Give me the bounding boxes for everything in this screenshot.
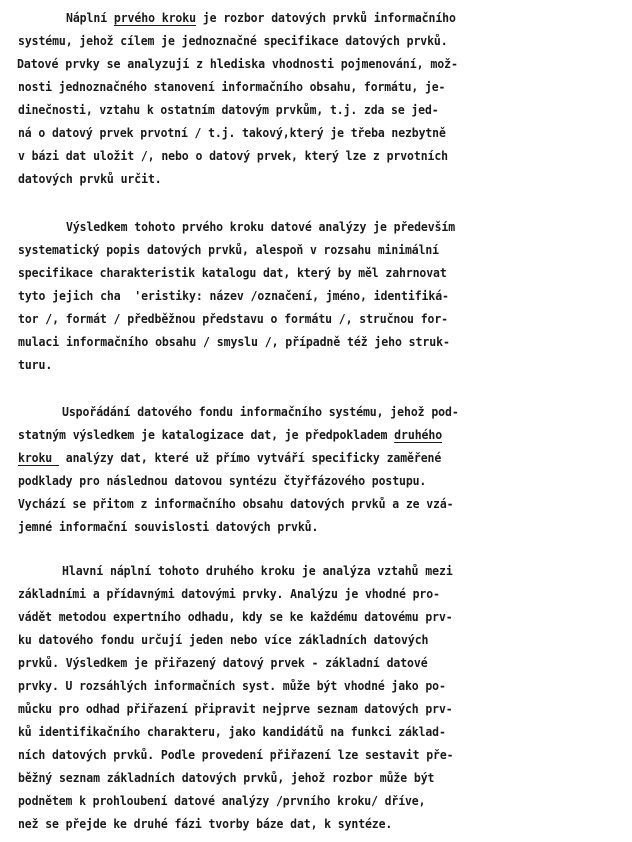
- text-line: dinečnosti, vztahu k ostatním datovým prvkům, t.j. zda se jed-: [18, 103, 439, 117]
- text-line: mulaci informačního obsahu / smyslu /, případně též jeho struk-: [18, 335, 450, 349]
- text-line: tyto jejich cha 'eristiky: název /označení, jméno, identifiká-: [18, 289, 449, 303]
- text-line: základními a přídavnými datovými prvky. Analýzu je vhodné pro-: [18, 587, 440, 601]
- text-line: systému, jehož cílem je jednoznačné specifikace datových prvků.: [18, 34, 448, 48]
- text-line: běžný seznam základních datových prvků, jehož rozbor může být: [18, 771, 435, 785]
- text-line: Náplní prvého kroku je rozbor datových prvků informačního: [66, 11, 456, 25]
- text-line: Datové prvky se analyzují z hlediska vhodnosti pojmenování, mož-: [17, 57, 458, 71]
- text-line: turu.: [18, 358, 53, 372]
- text-line: v bázi dat uložit /, nebo o datový prvek, který lze z prvotních: [18, 149, 449, 163]
- text-line: Vychází se přitom z informačního obsahu datových prvků a ze vzá-: [18, 497, 454, 511]
- text-line: ku datového fondu určují jeden nebo více základních datových: [18, 633, 429, 647]
- text-line: Výsledkem tohoto prvého kroku datové analýzy je především: [66, 220, 456, 234]
- underlined-term-step: kroku: [18, 451, 59, 465]
- underlined-term-first-step: prvého kroku: [113, 11, 196, 25]
- text-line: Hlavní náplní tohoto druhého kroku je analýza vztahů mezi: [62, 564, 453, 578]
- text-line: jemné informační souvislosti datových prvků.: [18, 520, 319, 534]
- text-line: specifikace charakteristik katalogu dat, který by měl zahrnovat: [18, 266, 447, 280]
- text-line: můcku pro odhad přiřazení připravit nejprve seznam datových prv-: [18, 702, 453, 716]
- text-line: podnětem k prohloubení datové analýzy /prvního kroku/ dříve,: [18, 794, 426, 808]
- text-line: vádět metodou expertního odhadu, kdy se ke každému datovému prv-: [18, 610, 453, 624]
- text-line: podklady pro následnou datovou syntézu čtyřfázového postupu.: [18, 474, 427, 488]
- text-line: datových prvků určit.: [18, 172, 162, 186]
- text-line: systematický popis datových prvků, alespoň v rozsahu minimální: [18, 243, 439, 257]
- text-line: nosti jednoznačného stanovení informačního obsahu, formátu, je-: [18, 80, 446, 94]
- text-line: ků identifikačního charakteru, jako kandidátů na funkci základ-: [18, 725, 446, 739]
- text-line: než se přejde ke druhé fázi tvorby báze dat, k syntéze.: [18, 817, 393, 831]
- text-line: ních datových prvků. Podle provedení přiřazení lze sestavit pře-: [18, 748, 454, 762]
- text-line: statným výsledkem je katalogizace dat, je předpokladem druhého: [18, 428, 443, 442]
- text-line: prvků. Výsledkem je přiřazený datový prvek - základní datové: [18, 656, 428, 670]
- text-line: ná o datový prvek prvotní / t.j. takový,který je třeba nezbytně: [18, 126, 446, 140]
- text-line: kroku analýzy dat, které už přímo vytváří specificky zaměřené: [18, 451, 442, 465]
- underlined-term-second-step: druhého: [394, 428, 443, 442]
- text-line: prvky. U rozsáhlých informačních syst. může být vhodné jako po-: [18, 679, 446, 693]
- text-line: tor /, formát / předběžnou představu o formátu /, stručnou for-: [18, 312, 449, 326]
- text-line: Uspořádání datového fondu informačního systému, jehož pod-: [62, 405, 459, 419]
